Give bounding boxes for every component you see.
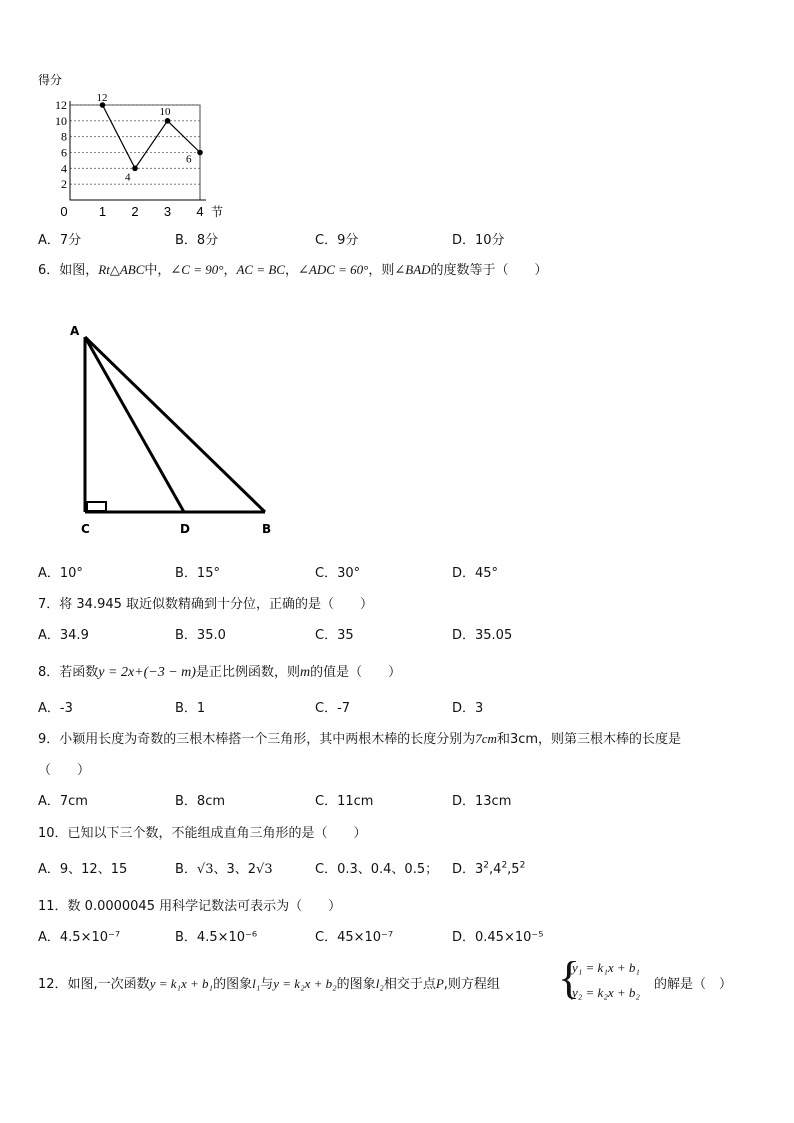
q6-option-a[interactable]: A．10° bbox=[38, 566, 83, 581]
q12-text-1: 12．如图,一次函数 bbox=[38, 977, 150, 992]
q6-option-b[interactable]: B．15° bbox=[175, 566, 220, 581]
q10-option-d[interactable] bbox=[452, 858, 525, 877]
y-tick-label: 8 bbox=[61, 129, 67, 144]
q11-option-d[interactable]: D．0.45×10⁻⁵ bbox=[452, 930, 544, 945]
y-tick-label: 6 bbox=[61, 145, 67, 160]
q5-option-b[interactable]: B．8分 bbox=[175, 233, 219, 248]
q7-option-b[interactable]: B．35.0 bbox=[175, 628, 226, 643]
q10-option-c[interactable]: C．0.3、0.4、0.5； bbox=[315, 862, 439, 877]
q9-text-1: 9．小颖用长度为奇数的三根木棒搭一个三角形，其中两根木棒的长度分别为 bbox=[38, 732, 476, 747]
q6-number: 6．如图， bbox=[38, 263, 99, 278]
q10-option-a[interactable]: A．9、12、15 bbox=[38, 862, 128, 877]
q6-text-2: ， bbox=[223, 263, 237, 278]
q9-option-d[interactable]: D．13cm bbox=[452, 794, 512, 809]
q8-option-d[interactable]: D．3 bbox=[452, 701, 484, 716]
q9-text-3: 3cm，则第三根木棒的长度是 bbox=[509, 732, 682, 747]
side-ab bbox=[85, 337, 265, 512]
q12-line-l2: l₂ bbox=[375, 976, 384, 991]
q10-d-base-5: ,5 bbox=[507, 862, 520, 877]
q12-text-3: 与 bbox=[260, 977, 274, 992]
q8-option-a[interactable]: A．-3 bbox=[38, 701, 73, 716]
q7-option-c[interactable]: C．35 bbox=[315, 628, 354, 643]
data-point bbox=[132, 166, 138, 172]
q10-option-b[interactable] bbox=[175, 858, 273, 877]
right-angle-mark bbox=[87, 502, 106, 511]
y-tick-label: 12 bbox=[55, 98, 67, 112]
sqrt-3-b: √3 bbox=[256, 862, 273, 877]
q12-line-l1: l₁ bbox=[252, 976, 261, 991]
q9-option-a[interactable]: A．7cm bbox=[38, 794, 88, 809]
q9-answer-blank: （ ） bbox=[38, 763, 91, 778]
q6-option-d[interactable]: D．45° bbox=[452, 566, 499, 581]
q12-question bbox=[38, 973, 500, 992]
y-axis-label: 得分 bbox=[38, 73, 63, 87]
q6-question bbox=[38, 259, 548, 278]
equation-system-brace: { bbox=[558, 952, 581, 1003]
q6-text-5: 的度数等于（ ） bbox=[430, 263, 548, 278]
q11-option-c[interactable]: C．45×10⁻⁷ bbox=[315, 930, 394, 945]
q10-d-exp-2: 2 bbox=[501, 860, 508, 871]
q5-option-a[interactable]: A．7分 bbox=[38, 233, 82, 248]
q8-function: y = 2x+(−3 − m) bbox=[98, 665, 196, 680]
data-labels bbox=[97, 92, 193, 183]
q8-text-2: 是正比例函数，则 bbox=[195, 665, 300, 680]
q6-angle-c: ∠C = 90° bbox=[170, 262, 224, 277]
q7-question: 7．将 34.945 取近似数精确到十分位，正确的是（ ） bbox=[38, 597, 374, 612]
data-label: 10 bbox=[159, 105, 171, 118]
equation-2: y₂ = k₂x + b₂ bbox=[572, 985, 640, 1000]
q12-point-p: P bbox=[435, 976, 444, 991]
y-tick-label: 10 bbox=[55, 113, 67, 128]
q8-question bbox=[38, 661, 401, 681]
q11-question: 11．数 0.0000045 用科学记数法可表示为（ ） bbox=[38, 899, 342, 914]
q6-text-4: ，则 bbox=[368, 263, 395, 278]
data-point bbox=[197, 150, 203, 156]
q6-angle-bad: ∠BAD bbox=[394, 262, 431, 277]
q12-function-1: y = k₁x + b₁ bbox=[149, 976, 214, 991]
q9-option-b[interactable]: B．8cm bbox=[175, 794, 226, 809]
q9-length-7: 7cm bbox=[475, 731, 497, 746]
q8-var-m: m bbox=[299, 665, 311, 680]
chart-grid bbox=[70, 101, 206, 200]
q12-text-4: 的图象 bbox=[336, 977, 376, 992]
q6-text-3: ， bbox=[284, 263, 298, 278]
y-tick-label: 4 bbox=[61, 161, 67, 176]
q6-equal-sides: AC = BC bbox=[236, 262, 285, 277]
y-tick-label: 2 bbox=[61, 177, 67, 192]
data-label: 4 bbox=[125, 171, 131, 184]
q8-option-b[interactable]: B．1 bbox=[175, 701, 206, 716]
vertex-label-a: A bbox=[70, 324, 80, 338]
vertex-label-d: D bbox=[180, 522, 190, 536]
q11-option-a[interactable]: A．4.5×10⁻⁷ bbox=[38, 930, 121, 945]
x-tick-labels bbox=[60, 204, 203, 219]
x-axis-label: 节 bbox=[211, 205, 224, 219]
triangle-figure bbox=[60, 320, 290, 545]
q10-option-b-prefix: B． bbox=[175, 862, 197, 877]
q10-question: 10．已知以下三个数，不能组成直角三角形的是（ ） bbox=[38, 826, 367, 841]
q10-d-base-3: D．3 bbox=[452, 862, 484, 877]
q6-triangle: Rt△ABC bbox=[98, 262, 145, 277]
q12-function-2: y = k₂x + b₂ bbox=[273, 976, 337, 991]
q8-text-1: 8．若函数 bbox=[38, 665, 99, 680]
q6-text-1: 中， bbox=[144, 263, 171, 278]
data-label: 12 bbox=[96, 92, 108, 104]
q9-text-2: 和 bbox=[496, 732, 510, 747]
q7-option-a[interactable]: A．34.9 bbox=[38, 628, 89, 643]
q9-question bbox=[38, 728, 681, 747]
q12-text-2: 的图象 bbox=[213, 977, 253, 992]
x-tick-label: 4 bbox=[196, 204, 204, 219]
q10-d-base-4: ,4 bbox=[489, 862, 502, 877]
q12-text-6: ,则方程组 bbox=[443, 977, 500, 992]
x-tick-label: 1 bbox=[98, 204, 107, 219]
sqrt-3-a: √3 bbox=[196, 862, 214, 877]
y-tick-labels bbox=[55, 98, 67, 191]
vertex-label-b: B bbox=[262, 522, 272, 536]
q10-d-exp-1: 2 bbox=[483, 860, 490, 871]
q5-option-d[interactable]: D．10分 bbox=[452, 233, 505, 248]
data-point bbox=[165, 118, 171, 124]
q10-d-exp-3: 2 bbox=[519, 860, 526, 871]
q12-text-end: 的解是（ ） bbox=[654, 977, 733, 992]
q6-angle-adc: ∠ADC = 60° bbox=[297, 262, 369, 277]
q8-text-3: 的值是（ ） bbox=[310, 665, 402, 680]
x-tick-label: 2 bbox=[131, 204, 139, 219]
q9-option-c[interactable]: C．11cm bbox=[315, 794, 374, 809]
vertex-label-c: C bbox=[81, 522, 90, 536]
x-tick-label: 3 bbox=[163, 204, 172, 219]
data-label: 6 bbox=[186, 153, 192, 166]
q12-text-5: 相交于点 bbox=[383, 977, 436, 992]
q8-option-c[interactable]: C．-7 bbox=[315, 701, 351, 716]
score-line-chart bbox=[30, 70, 240, 220]
equation-1: y₁ = k₁x + b₁ bbox=[572, 960, 640, 975]
q7-option-d[interactable]: D．35.05 bbox=[452, 628, 513, 643]
q11-option-b[interactable]: B．4.5×10⁻⁶ bbox=[175, 930, 258, 945]
q10-option-b-mid: 、3、2 bbox=[213, 862, 257, 877]
segment-ad bbox=[85, 337, 184, 512]
q6-option-c[interactable]: C．30° bbox=[315, 566, 361, 581]
q5-option-c[interactable]: C．9分 bbox=[315, 233, 359, 248]
x-tick-label: 0 bbox=[60, 204, 68, 219]
